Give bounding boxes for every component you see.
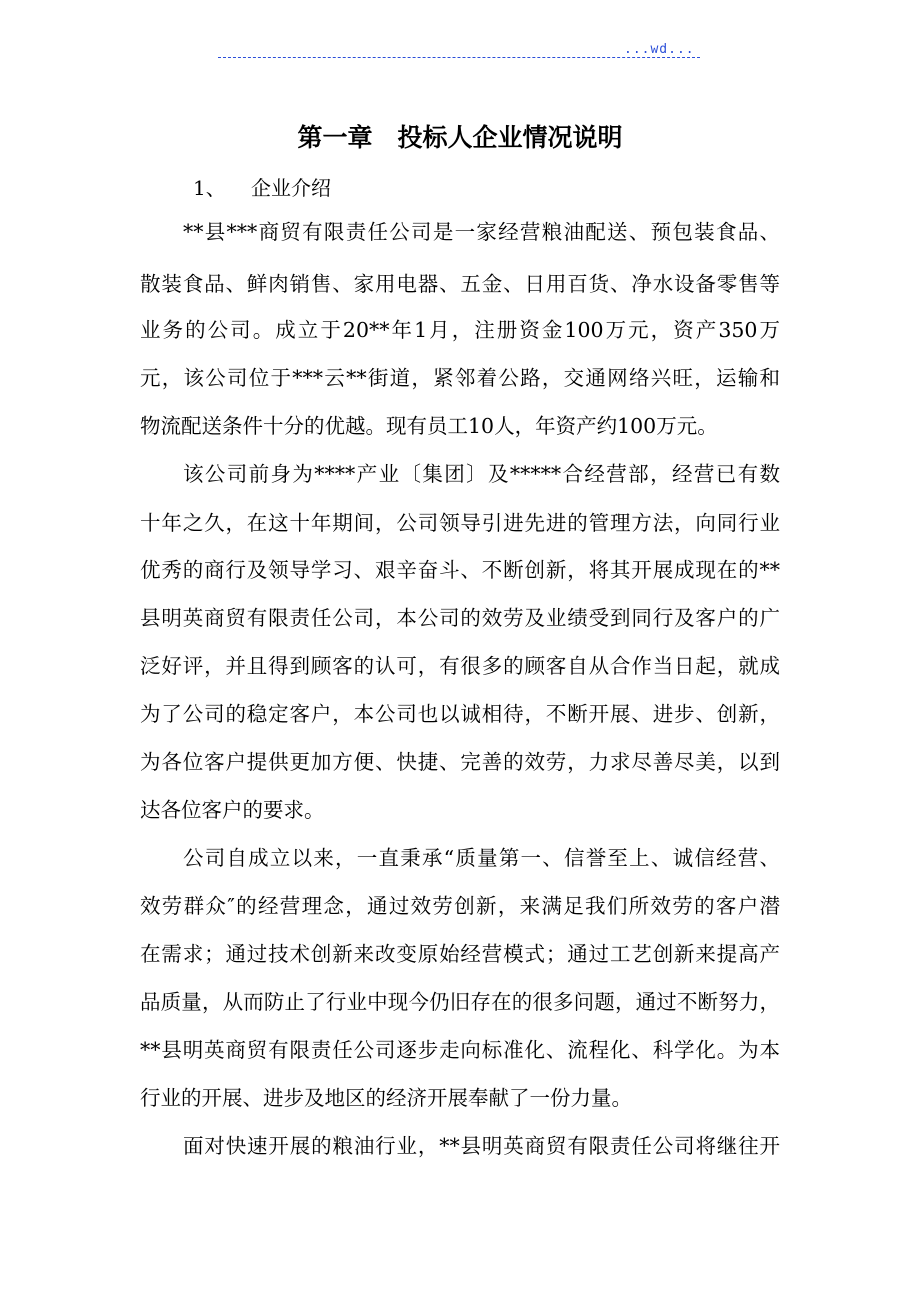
paragraph-1-line-1: **县***商贸有限责任公司是一家经营粮油配送、预包装食品、 [183,220,780,244]
section-heading [193,172,331,201]
paragraph-1-line-4: 元，该公司位于***云**街道，紧邻着公路，交通网络兴旺，运输和 [140,366,780,390]
paragraph-2-line-8: 达各位客户的要求。 [140,798,325,822]
paragraph-2-line-2: 十年之久，在这十年期间，公司领导引进先进的管理方法，向同行业 [140,511,780,535]
paragraph-2-line-7: 为各位客户提供更加方便、快捷、完善的效劳，力求尽善尽美，以到 [140,750,780,774]
paragraph-1-line-5: 物流配送条件十分的优越。现有员工10人，年资产约100万元。 [140,414,718,438]
section-number: 1、 [193,176,226,200]
header-text: ...wd... [624,42,695,57]
paragraph-3-line-3: 在需求；通过技术创新来改变原始经营模式；通过工艺创新来提高产 [140,942,780,966]
header-rule [218,57,700,58]
section-title: 企业介绍 [251,176,331,200]
chapter-title: 第一章 投标人企业情况说明 [297,123,623,152]
paragraph-4-line-1: 面对快速开展的粮油行业，**县明英商贸有限责任公司将继往开 [183,1134,780,1158]
paragraph-2-line-1: 该公司前身为****产业〔集团〕及*****合经营部，经营已有数 [183,462,780,486]
paragraph-2-line-3: 优秀的商行及领导学习、艰辛奋斗、不断创新，将其开展成现在的** [140,558,780,582]
paragraph-3-line-6: 行业的开展、进步及地区的经济开展奉献了一份力量。 [140,1086,632,1110]
paragraph-3-line-1: 公司自成立以来，一直秉承“质量第一、信誉至上、诚信经营、 [183,846,780,870]
paragraph-2-line-5: 泛好评，并且得到顾客的认可，有很多的顾客自从合作当日起，就成 [140,654,780,678]
paragraph-2-line-6: 为了公司的稳定客户，本公司也以诚相待，不断开展、进步、创新， [140,702,780,726]
paragraph-3-line-5: **县明英商贸有限责任公司逐步走向标准化、流程化、科学化。为本 [140,1038,780,1062]
paragraph-1-line-2: 散装食品、鲜肉销售、家用电器、五金、日用百货、净水设备零售等 [140,272,780,296]
paragraph-2-line-4: 县明英商贸有限责任公司，本公司的效劳及业绩受到同行及客户的广 [140,606,780,630]
paragraph-3-line-2: 效劳群众″的经营理念，通过效劳创新，来满足我们所效劳的客户潜 [140,894,780,918]
paragraph-1-line-3: 业务的公司。成立于20**年1月，注册资金100万元，资产350万 [140,318,780,342]
paragraph-3-line-4: 品质量，从而防止了行业中现今仍旧存在的很多问题，通过不断努力， [140,990,780,1014]
